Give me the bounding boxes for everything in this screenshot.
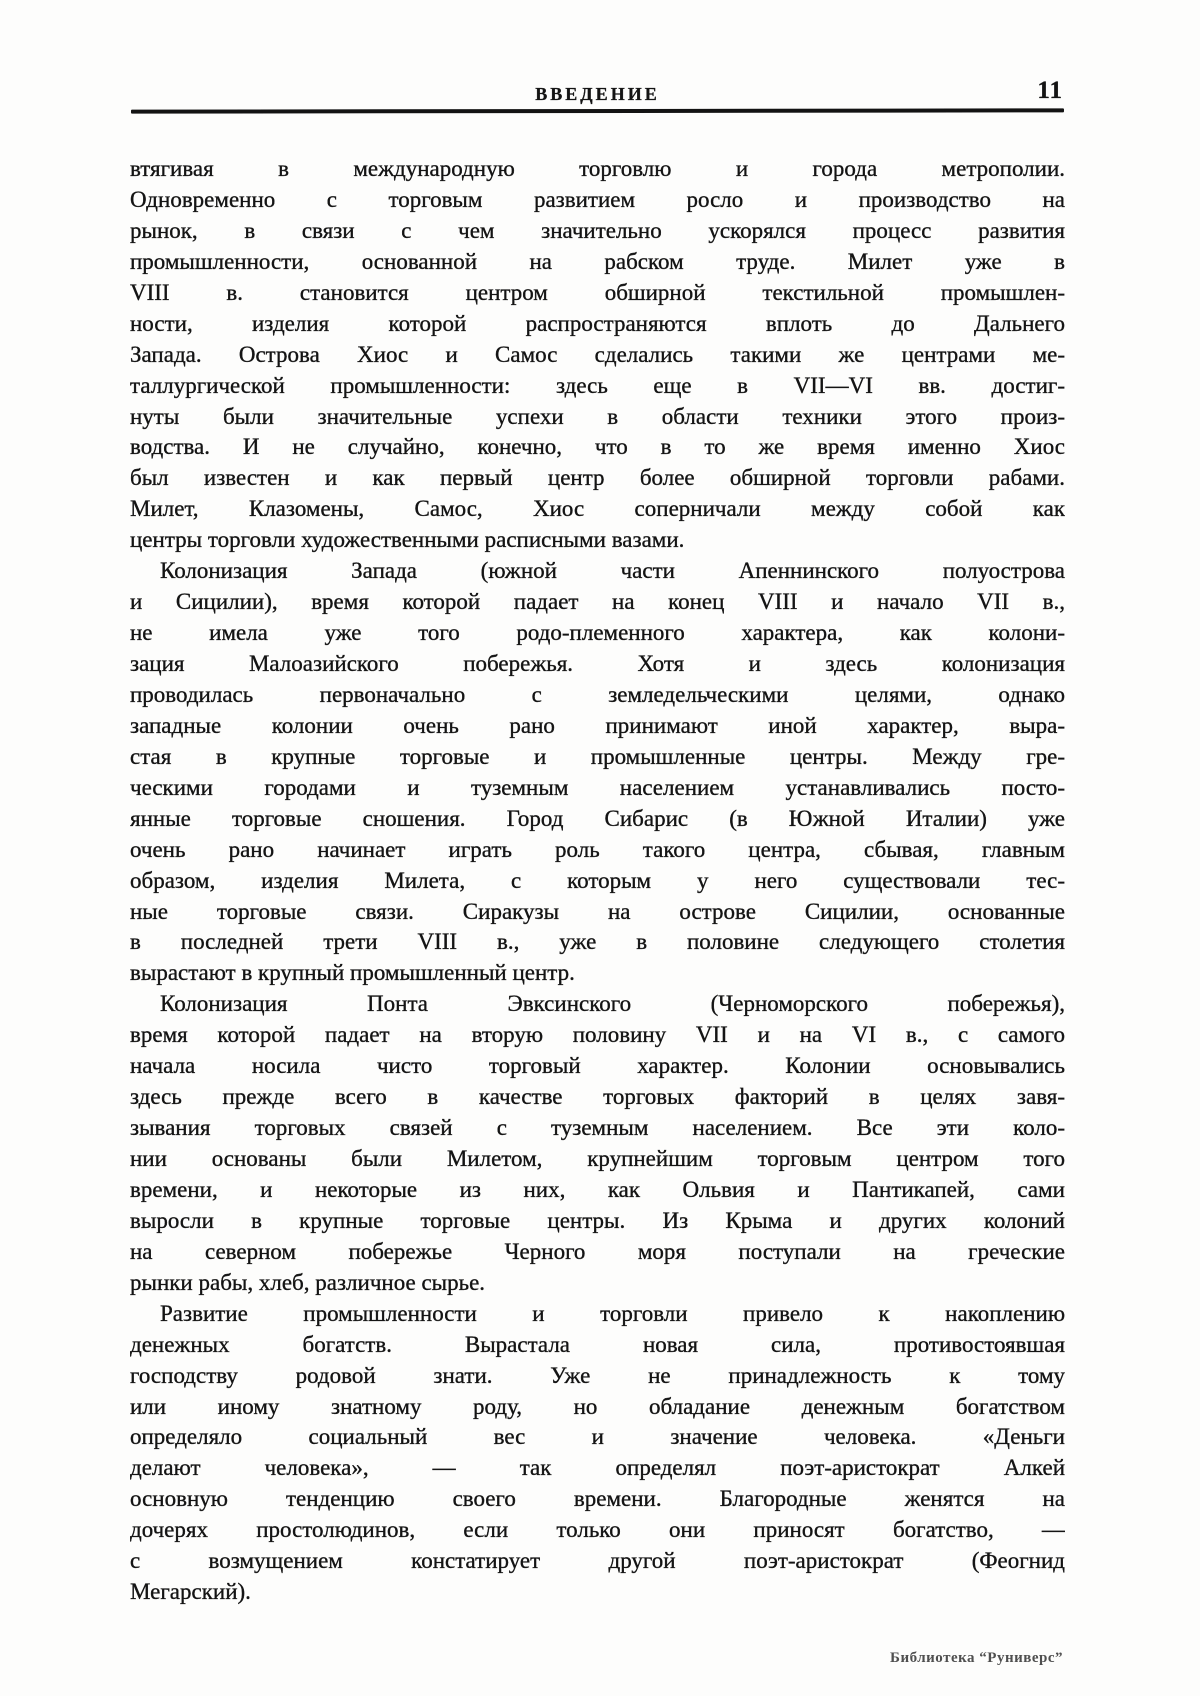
text-line: Мегарский).	[130, 1579, 251, 1605]
text-line: ческими городами и туземным населением устанавливались посто-	[130, 774, 1065, 800]
text-line: Колонизация Запада (южной части Апеннинского полуострова	[160, 558, 1065, 584]
text-line: таллургической промышленности: здесь еще в VII—VI вв. достиг-	[130, 372, 1065, 398]
text-line: VIII в. становится центром обширной текстильной промышлен-	[130, 279, 1065, 305]
text-line: Милет, Клазомены, Самос, Хиос соперничали между собой как	[130, 496, 1065, 522]
text-line: здесь прежде всего в качестве торговых факторий в целях завя-	[130, 1084, 1065, 1110]
running-head	[130, 84, 1065, 106]
text-line: был известен и как первый центр более обширной торговли рабами.	[130, 465, 1065, 491]
text-line: западные колонии очень рано принимают иной характер, выра-	[130, 712, 1065, 738]
text-line: денежных богатств. Вырастала новая сила, противостоявшая	[130, 1331, 1065, 1357]
text-line: центры торговли художественными расписными вазами.	[130, 527, 685, 553]
text-line: Одновременно с торговым развитием росло и производство на	[130, 186, 1065, 212]
text-line: или иному знатному роду, но обладание денежным богатством	[130, 1393, 1065, 1419]
text-line: ные торговые связи. Сиракузы на острове Сицилии, основанные	[130, 898, 1065, 924]
text-line: определяло социальный вес и значение человека. «Деньги	[130, 1424, 1065, 1450]
text-line: очень рано начинает играть роль такого центра, сбывая, главным	[130, 836, 1065, 862]
text-line: в последней трети VIII в., уже в половине следующего столетия	[130, 929, 1065, 955]
text-line: на северном побережье Черного моря поступали на греческие	[130, 1238, 1065, 1264]
text-line: и Сицилии), время которой падает на конец VIII и начало VII в.,	[130, 589, 1065, 615]
text-line: Запада. Острова Хиос и Самос сделались такими же центрами ме-	[130, 341, 1065, 367]
page-header-title: ВВЕДЕНИЕ	[535, 84, 660, 104]
text-line: времени, и некоторые из них, как Ольвия и Пантикапей, сами	[130, 1176, 1065, 1202]
text-line: нуты были значительные успехи в области техники этого произ-	[130, 403, 1065, 429]
text-line: время которой падает на вторую половину VII и на VI в., с самого	[130, 1022, 1065, 1048]
text-line: втягивая в международную торговлю и города метрополии.	[130, 156, 1065, 181]
text-line: Развитие промышленности и торговли привело к накоплению	[160, 1300, 1065, 1326]
text-line: стая в крупные торговые и промышленные центры. Между гре-	[130, 743, 1065, 769]
library-watermark: Библиотека “Руниверс”	[890, 1650, 1063, 1666]
text-line: водства. И не случайно, конечно, что в то же время именно Хиос	[130, 434, 1065, 460]
text-line: вырастают в крупный промышленный центр.	[130, 960, 575, 986]
text-line: выросли в крупные торговые центры. Из Крыма и других колоний	[130, 1207, 1065, 1233]
text-line: рынок, в связи с чем значительно ускорялся процесс развития	[130, 217, 1065, 243]
page-number: 11	[1037, 77, 1063, 104]
text-line: делают человека», — так определял поэт-аристократ Алкей	[130, 1455, 1065, 1481]
text-line: ности, изделия которой распространяются вплоть до Дальнего	[130, 310, 1065, 336]
text-line: образом, изделия Милета, с которым у него существовали тес-	[130, 867, 1065, 893]
text-line: господству родовой знати. Уже не принадлежность к тому	[130, 1362, 1065, 1388]
text-line: начала носила чисто торговый характер. Колонии основывались	[130, 1053, 1065, 1079]
text-line: рынки рабы, хлеб, различное сырье.	[130, 1269, 486, 1295]
text-line: нии основаны были Милетом, крупнейшим торговым центром того	[130, 1146, 1065, 1171]
page-body	[130, 154, 1065, 1608]
text-line: Колонизация Понта Эвксинского (Черноморского побережья),	[160, 991, 1065, 1017]
text-line: основную тенденцию своего времени. Благородные женятся на	[130, 1486, 1065, 1512]
text-line: с возмущением констатирует другой поэт-аристократ (Феогнид	[130, 1548, 1065, 1574]
text-line: промышленности, основанной на рабском труде. Милет уже в	[130, 248, 1065, 274]
header-rule	[131, 108, 1064, 113]
text-line: проводилась первоначально с земледельческими целями, однако	[130, 681, 1065, 707]
text-line: не имела уже того родо-племенного характера, как колони-	[130, 620, 1065, 646]
text-line: зывания торговых связей с туземным населением. Все эти коло-	[130, 1115, 1065, 1141]
text-line: дочерях простолюдинов, если только они приносят богатство, —	[130, 1517, 1065, 1543]
text-line: зация Малоазийского побережья. Хотя и здесь колонизация	[130, 651, 1065, 676]
text-line: янные торговые сношения. Город Сибарис (в Южной Италии) уже	[130, 805, 1065, 831]
